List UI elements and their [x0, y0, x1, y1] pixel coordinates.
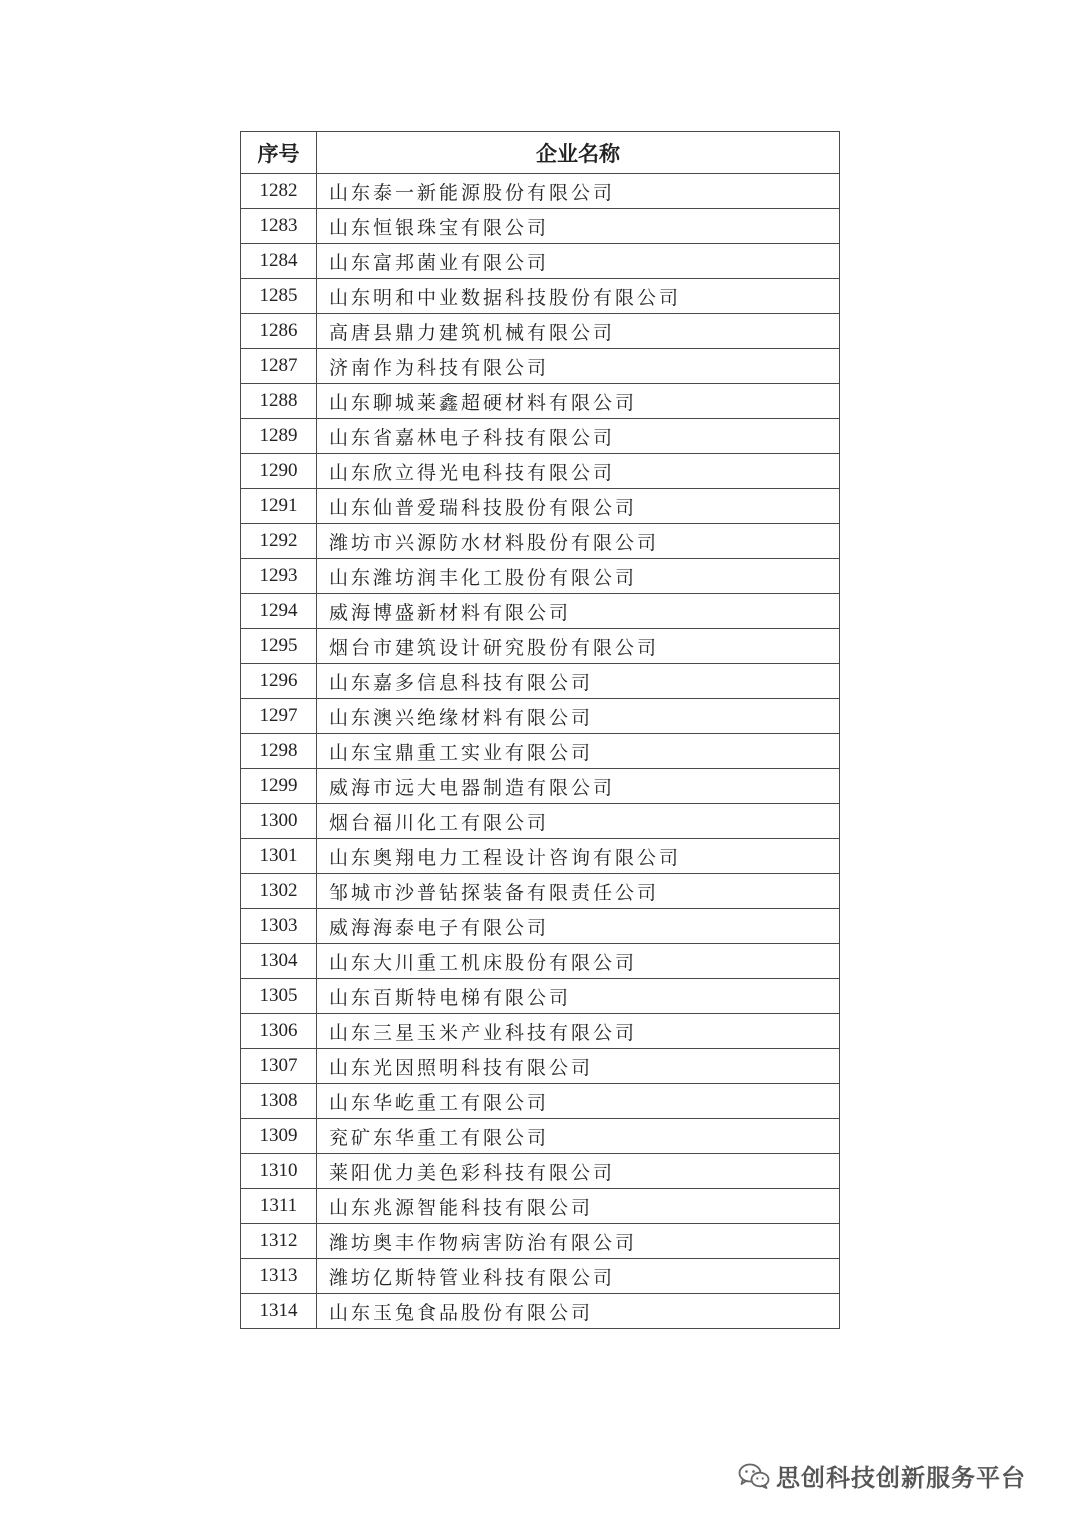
- row-serial-number: 1290: [241, 454, 317, 489]
- table-row: [241, 1189, 840, 1224]
- table-row: [241, 209, 840, 244]
- table-row: [241, 629, 840, 664]
- table-row: [241, 1224, 840, 1259]
- row-company-name: 山东仙普爱瑞科技股份有限公司: [317, 489, 840, 524]
- table-row: [241, 909, 840, 944]
- row-company-name: 烟台福川化工有限公司: [317, 804, 840, 839]
- table-row: [241, 384, 840, 419]
- row-company-name: 山东泰一新能源股份有限公司: [317, 174, 840, 209]
- row-company-name: 山东省嘉林电子科技有限公司: [317, 419, 840, 454]
- row-serial-number: 1305: [241, 979, 317, 1014]
- table-row: [241, 174, 840, 209]
- row-serial-number: 1294: [241, 594, 317, 629]
- row-company-name: 山东恒银珠宝有限公司: [317, 209, 840, 244]
- table-row: [241, 1294, 840, 1329]
- row-serial-number: 1289: [241, 419, 317, 454]
- row-serial-number: 1299: [241, 769, 317, 804]
- table-row: [241, 734, 840, 769]
- row-serial-number: 1293: [241, 559, 317, 594]
- row-serial-number: 1300: [241, 804, 317, 839]
- table-body: [241, 174, 840, 1329]
- row-company-name: 山东玉兔食品股份有限公司: [317, 1294, 840, 1329]
- row-serial-number: 1308: [241, 1084, 317, 1119]
- row-serial-number: 1309: [241, 1119, 317, 1154]
- row-serial-number: 1284: [241, 244, 317, 279]
- row-serial-number: 1297: [241, 699, 317, 734]
- table-row: [241, 419, 840, 454]
- table-row: [241, 944, 840, 979]
- row-serial-number: 1307: [241, 1049, 317, 1084]
- row-serial-number: 1296: [241, 664, 317, 699]
- table-row: [241, 524, 840, 559]
- row-company-name: 山东华屹重工有限公司: [317, 1084, 840, 1119]
- wechat-watermark: [738, 1458, 1026, 1493]
- row-serial-number: 1288: [241, 384, 317, 419]
- row-company-name: 山东欣立得光电科技有限公司: [317, 454, 840, 489]
- row-serial-number: 1291: [241, 489, 317, 524]
- table-header-row: [241, 132, 840, 174]
- row-serial-number: 1295: [241, 629, 317, 664]
- row-serial-number: 1283: [241, 209, 317, 244]
- wechat-icon: [738, 1463, 770, 1489]
- table-row: [241, 1014, 840, 1049]
- row-serial-number: 1282: [241, 174, 317, 209]
- row-company-name: 威海博盛新材料有限公司: [317, 594, 840, 629]
- row-company-name: 山东聊城莱鑫超硬材料有限公司: [317, 384, 840, 419]
- table-row: [241, 804, 840, 839]
- table-row: [241, 1119, 840, 1154]
- row-company-name: 山东宝鼎重工实业有限公司: [317, 734, 840, 769]
- company-table: [240, 131, 840, 1329]
- table-row: [241, 839, 840, 874]
- table-row: [241, 1154, 840, 1189]
- header-company-name: 企业名称: [317, 132, 840, 174]
- row-serial-number: 1285: [241, 279, 317, 314]
- row-company-name: 山东嘉多信息科技有限公司: [317, 664, 840, 699]
- table-row: [241, 489, 840, 524]
- row-company-name: 潍坊亿斯特管业科技有限公司: [317, 1259, 840, 1294]
- table-row: [241, 1259, 840, 1294]
- row-serial-number: 1304: [241, 944, 317, 979]
- row-company-name: 潍坊市兴源防水材料股份有限公司: [317, 524, 840, 559]
- table-row: [241, 664, 840, 699]
- table-row: [241, 454, 840, 489]
- table-row: [241, 279, 840, 314]
- row-serial-number: 1298: [241, 734, 317, 769]
- row-serial-number: 1310: [241, 1154, 317, 1189]
- row-serial-number: 1287: [241, 349, 317, 384]
- row-serial-number: 1312: [241, 1224, 317, 1259]
- table-row: [241, 699, 840, 734]
- row-serial-number: 1306: [241, 1014, 317, 1049]
- table-row: [241, 874, 840, 909]
- row-company-name: 山东百斯特电梯有限公司: [317, 979, 840, 1014]
- row-serial-number: 1302: [241, 874, 317, 909]
- table-row: [241, 244, 840, 279]
- row-company-name: 山东潍坊润丰化工股份有限公司: [317, 559, 840, 594]
- row-serial-number: 1314: [241, 1294, 317, 1329]
- row-company-name: 济南作为科技有限公司: [317, 349, 840, 384]
- table-row: [241, 594, 840, 629]
- row-company-name: 山东澳兴绝缘材料有限公司: [317, 699, 840, 734]
- row-company-name: 山东明和中业数据科技股份有限公司: [317, 279, 840, 314]
- row-company-name: 威海市远大电器制造有限公司: [317, 769, 840, 804]
- row-serial-number: 1286: [241, 314, 317, 349]
- row-company-name: 潍坊奥丰作物病害防治有限公司: [317, 1224, 840, 1259]
- row-company-name: 山东兆源智能科技有限公司: [317, 1189, 840, 1224]
- table-row: [241, 1049, 840, 1084]
- header-serial-number: 序号: [241, 132, 317, 174]
- row-company-name: 山东大川重工机床股份有限公司: [317, 944, 840, 979]
- row-serial-number: 1301: [241, 839, 317, 874]
- row-company-name: 莱阳优力美色彩科技有限公司: [317, 1154, 840, 1189]
- row-company-name: 邹城市沙普钻探装备有限责任公司: [317, 874, 840, 909]
- table-row: [241, 979, 840, 1014]
- row-company-name: 山东奥翔电力工程设计咨询有限公司: [317, 839, 840, 874]
- row-company-name: 威海海泰电子有限公司: [317, 909, 840, 944]
- table-row: [241, 1084, 840, 1119]
- table-row: [241, 349, 840, 384]
- watermark-text: 思创科技创新服务平台: [776, 1464, 1026, 1492]
- row-company-name: 烟台市建筑设计研究股份有限公司: [317, 629, 840, 664]
- table-row: [241, 314, 840, 349]
- row-company-name: 兖矿东华重工有限公司: [317, 1119, 840, 1154]
- row-company-name: 山东光因照明科技有限公司: [317, 1049, 840, 1084]
- table-row: [241, 769, 840, 804]
- row-company-name: 山东三星玉米产业科技有限公司: [317, 1014, 840, 1049]
- row-serial-number: 1292: [241, 524, 317, 559]
- table-row: [241, 559, 840, 594]
- row-serial-number: 1311: [241, 1189, 317, 1224]
- row-serial-number: 1303: [241, 909, 317, 944]
- row-serial-number: 1313: [241, 1259, 317, 1294]
- row-company-name: 山东富邦菌业有限公司: [317, 244, 840, 279]
- row-company-name: 高唐县鼎力建筑机械有限公司: [317, 314, 840, 349]
